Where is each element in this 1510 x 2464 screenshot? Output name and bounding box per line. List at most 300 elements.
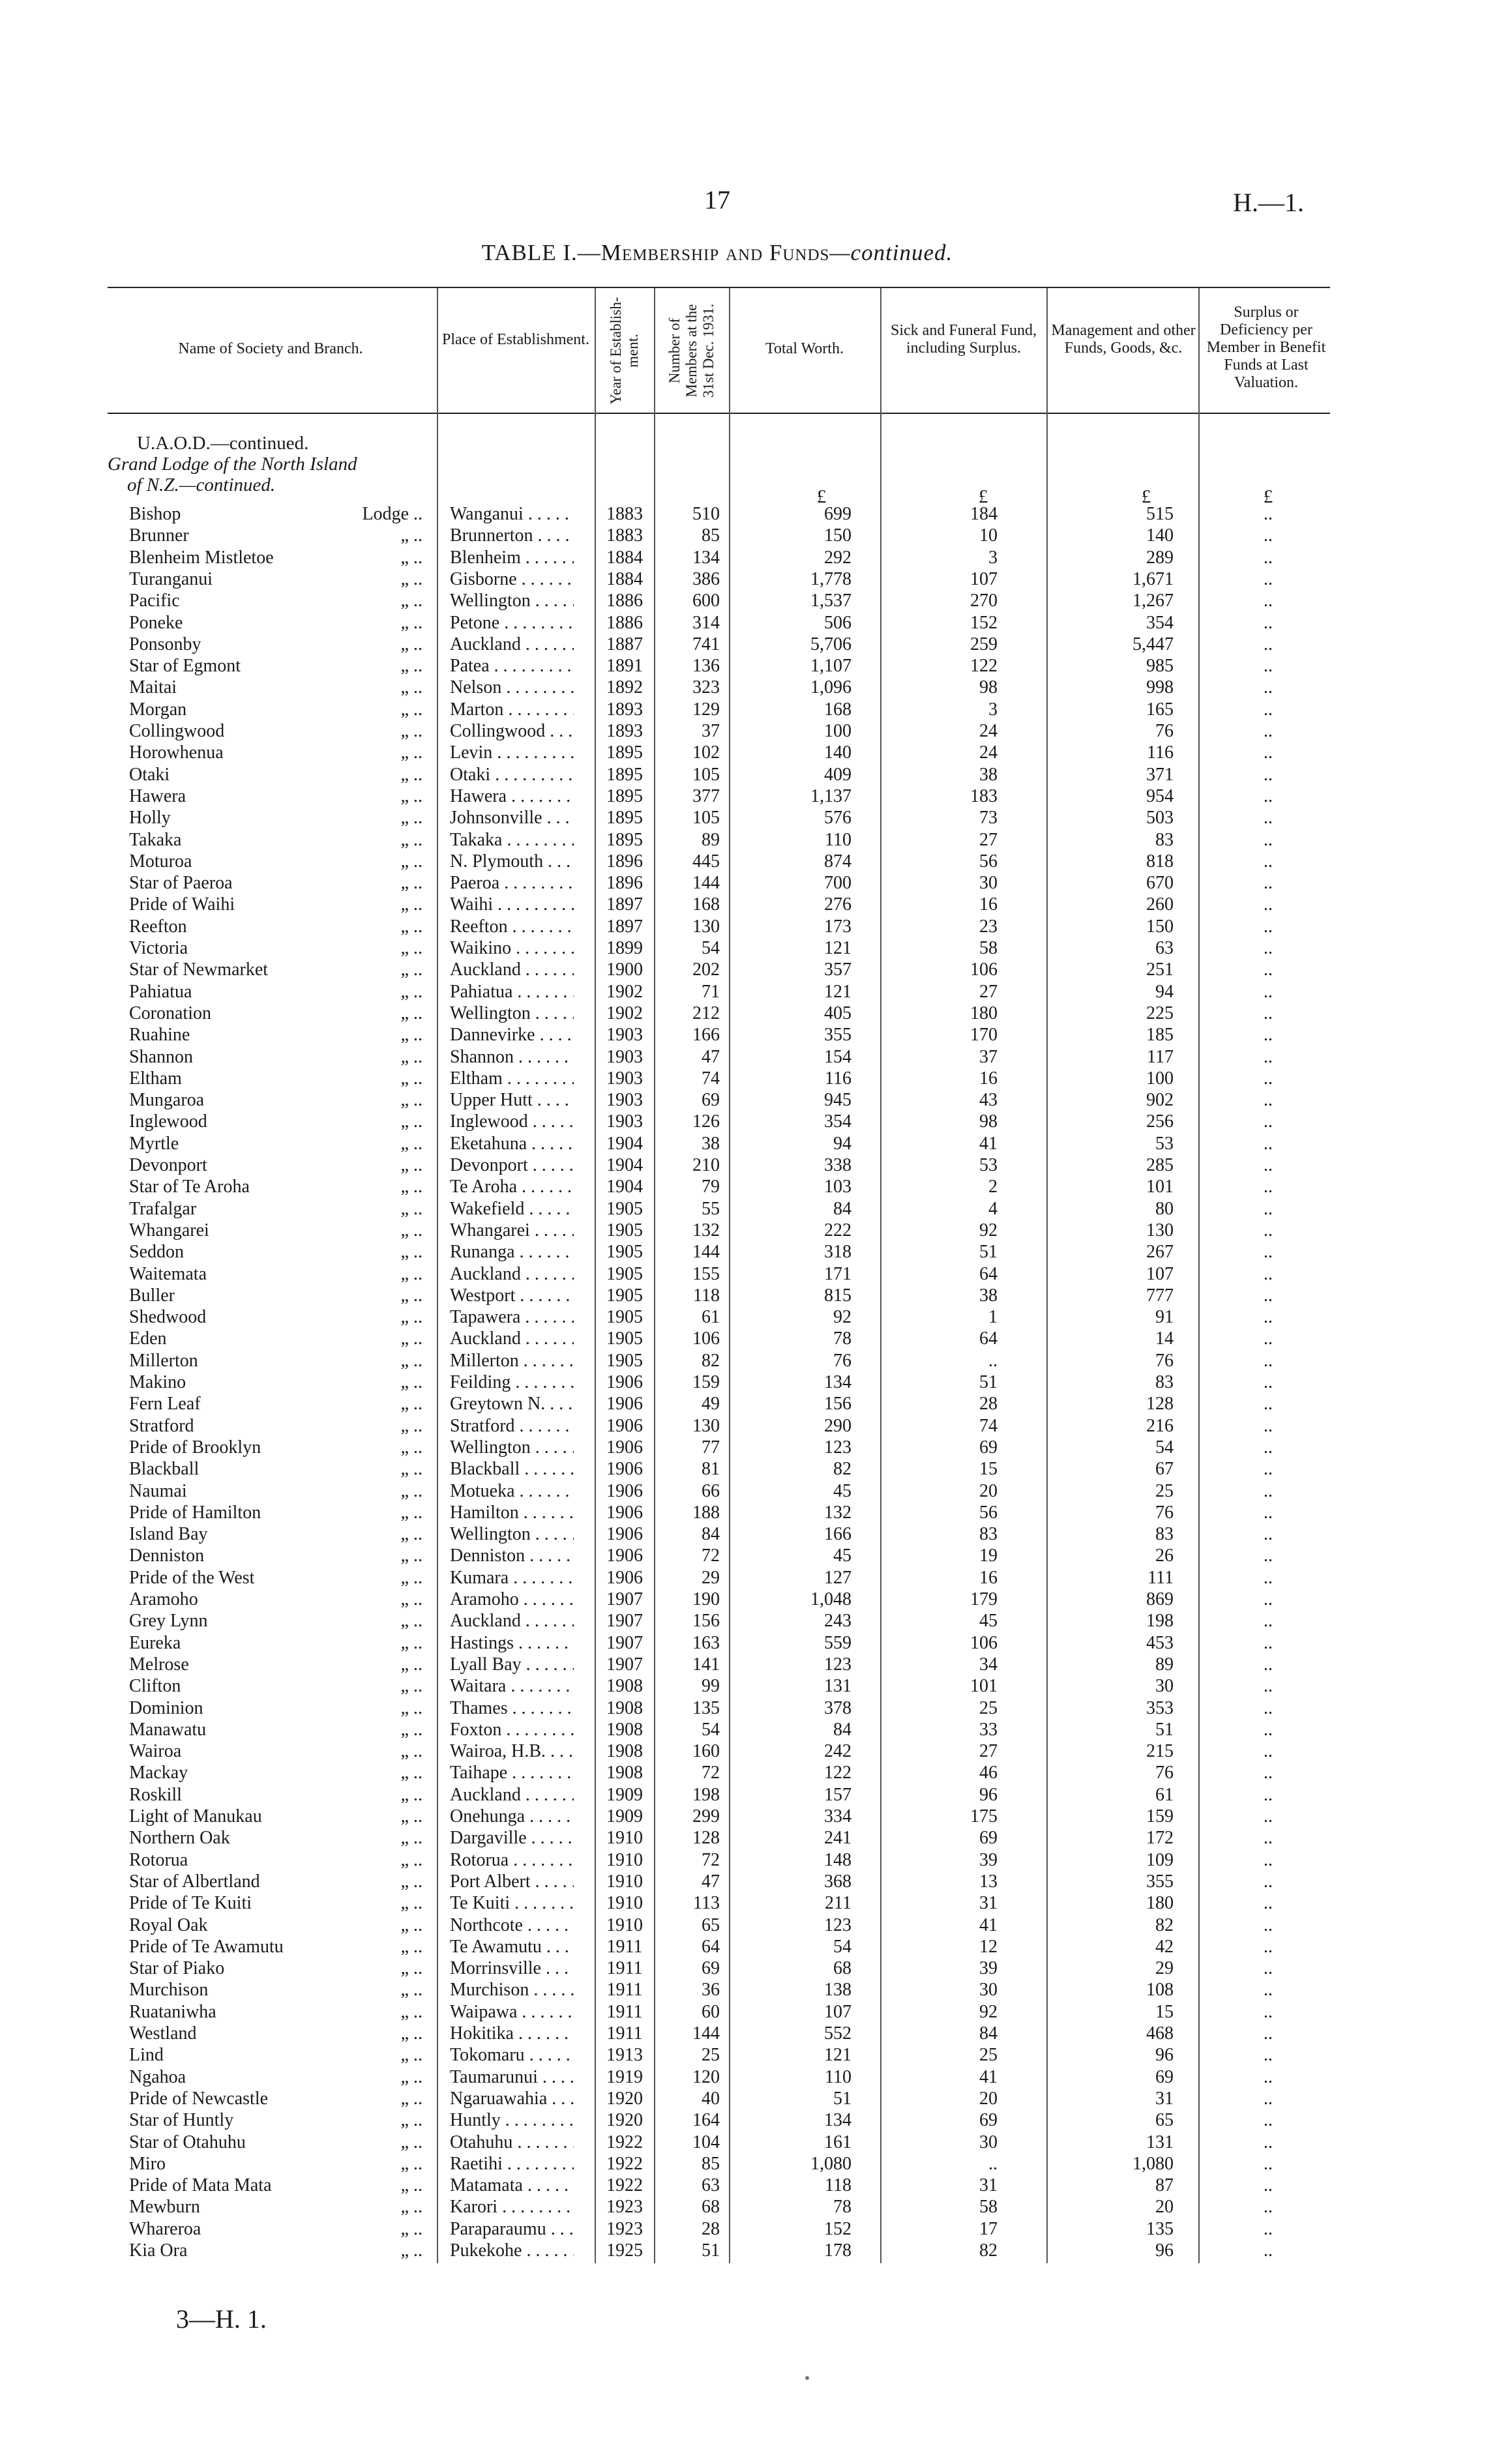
place-of-establishment: Kumara . . . bbox=[450, 1567, 574, 1589]
member-count: 55 bbox=[702, 1198, 720, 1219]
year-established: 1908 bbox=[606, 1741, 643, 1762]
management-funds: 25 bbox=[1155, 1480, 1174, 1501]
member-count: 40 bbox=[702, 2088, 720, 2109]
lodge-ditto: „ .. bbox=[400, 1676, 422, 1697]
management-funds: 29 bbox=[1155, 1958, 1174, 1979]
grand-lodge-line2: of N.Z.—continued. bbox=[127, 475, 276, 495]
total-worth: 700 bbox=[824, 873, 851, 894]
surplus-deficiency: .. bbox=[1264, 721, 1273, 741]
sick-funeral-fund: 17 bbox=[979, 2218, 998, 2239]
sick-funeral-fund: 82 bbox=[979, 2240, 998, 2261]
surplus-deficiency: .. bbox=[1264, 1502, 1273, 1523]
sick-funeral-fund: 41 bbox=[979, 1914, 998, 1935]
branch-name: Takaka bbox=[129, 829, 182, 850]
management-funds: 267 bbox=[1146, 1242, 1174, 1263]
place-of-establishment: Wellington . . . bbox=[450, 590, 574, 611]
management-funds: 76 bbox=[1155, 721, 1174, 741]
place-of-establishment: Raetihi . . . bbox=[450, 2153, 574, 2175]
place-of-establishment: Marton . . . bbox=[450, 699, 574, 720]
sick-funeral-fund: 74 bbox=[979, 1415, 998, 1436]
table-row bbox=[0, 1241, 1510, 1263]
year-established: 1910 bbox=[606, 1914, 643, 1935]
table-row bbox=[0, 1871, 1510, 1892]
management-funds: 89 bbox=[1155, 1654, 1174, 1675]
place-of-establishment: Tapawera . . . bbox=[450, 1306, 574, 1328]
year-established: 1905 bbox=[606, 1350, 643, 1371]
year-established: 1913 bbox=[606, 2045, 643, 2066]
surplus-deficiency: .. bbox=[1264, 2066, 1273, 2087]
place-of-establishment: Stratford . . . bbox=[450, 1415, 574, 1437]
lodge-ditto: „ .. bbox=[400, 1849, 422, 1870]
place-of-establishment: Auckland . . . bbox=[450, 959, 574, 980]
year-established: 1911 bbox=[606, 2001, 643, 2022]
place-of-establishment: Wanganui . . . bbox=[450, 503, 574, 525]
total-worth: 45 bbox=[833, 1480, 851, 1501]
surplus-deficiency: .. bbox=[1264, 1459, 1273, 1480]
management-funds: 83 bbox=[1155, 1524, 1174, 1545]
surplus-deficiency: .. bbox=[1264, 591, 1273, 611]
branch-name: Trafalgar bbox=[129, 1198, 197, 1219]
surplus-deficiency: .. bbox=[1264, 1328, 1273, 1349]
sick-funeral-fund: 20 bbox=[979, 1480, 998, 1501]
member-count: 212 bbox=[692, 1003, 720, 1023]
table-row bbox=[0, 1979, 1510, 2001]
surplus-deficiency: .. bbox=[1264, 2132, 1273, 2152]
lodge-ditto: „ .. bbox=[400, 699, 422, 720]
member-count: 102 bbox=[692, 742, 720, 763]
place-of-establishment: Aramoho . . . bbox=[450, 1589, 574, 1610]
year-established: 1911 bbox=[606, 1980, 643, 2001]
year-established: 1922 bbox=[606, 2132, 643, 2152]
member-count: 510 bbox=[692, 504, 720, 524]
surplus-deficiency: .. bbox=[1264, 808, 1273, 829]
lodge-ditto: „ .. bbox=[400, 1893, 422, 1914]
branch-name: Royal Oak bbox=[129, 1914, 208, 1935]
place-of-establishment: Waihi . . . bbox=[450, 894, 574, 915]
sick-funeral-fund: 33 bbox=[979, 1719, 998, 1740]
total-worth: 815 bbox=[824, 1285, 851, 1306]
sick-funeral-fund: 69 bbox=[979, 1828, 998, 1849]
surplus-deficiency: .. bbox=[1264, 1697, 1273, 1718]
lodge-ditto: „ .. bbox=[400, 1415, 422, 1436]
sick-funeral-fund: 106 bbox=[970, 960, 998, 980]
year-established: 1904 bbox=[606, 1177, 643, 1197]
place-of-establishment: Thames . . . bbox=[450, 1697, 574, 1719]
total-worth: 1,778 bbox=[810, 568, 851, 589]
place-of-establishment: Feilding . . . bbox=[450, 1371, 574, 1393]
branch-name: Roskill bbox=[129, 1784, 182, 1805]
year-established: 1895 bbox=[606, 742, 643, 763]
lodge-ditto: „ .. bbox=[400, 568, 422, 589]
lodge-ditto: „ .. bbox=[400, 1133, 422, 1154]
lodge-ditto: „ .. bbox=[400, 1177, 422, 1197]
table-row bbox=[0, 1567, 1510, 1589]
total-worth: 54 bbox=[833, 1936, 851, 1957]
sick-funeral-fund: 12 bbox=[979, 1936, 998, 1957]
lodge-ditto: „ .. bbox=[400, 1871, 422, 1892]
management-funds: 61 bbox=[1155, 1784, 1174, 1805]
total-worth: 78 bbox=[833, 2197, 851, 2218]
place-of-establishment: Pahiatua . . . bbox=[450, 981, 574, 1003]
management-funds: 353 bbox=[1146, 1697, 1174, 1718]
member-count: 323 bbox=[692, 677, 720, 698]
surplus-deficiency: .. bbox=[1264, 981, 1273, 1002]
year-established: 1886 bbox=[606, 612, 643, 633]
year-established: 1911 bbox=[606, 1936, 643, 1957]
place-of-establishment: Waipawa . . . bbox=[450, 2001, 574, 2023]
management-funds: 69 bbox=[1155, 2066, 1174, 2087]
branch-name: Collingwood bbox=[129, 721, 225, 741]
total-worth: 92 bbox=[833, 1307, 851, 1328]
member-count: 29 bbox=[702, 1567, 720, 1588]
member-count: 69 bbox=[702, 1090, 720, 1111]
surplus-deficiency: .. bbox=[1264, 1394, 1273, 1415]
lodge-ditto: „ .. bbox=[400, 2240, 422, 2261]
branch-name: Star of Otahuhu bbox=[129, 2132, 246, 2152]
surplus-deficiency: .. bbox=[1264, 1480, 1273, 1501]
branch-name: Moturoa bbox=[129, 851, 192, 872]
table-row bbox=[0, 1827, 1510, 1849]
surplus-deficiency: .. bbox=[1264, 1372, 1273, 1392]
year-established: 1897 bbox=[606, 894, 643, 915]
member-count: 60 bbox=[702, 2001, 720, 2022]
management-funds: 87 bbox=[1155, 2175, 1174, 2196]
member-count: 51 bbox=[702, 2240, 720, 2261]
lodge-ditto: „ .. bbox=[400, 1437, 422, 1458]
branch-name: Lind bbox=[129, 2045, 164, 2066]
place-of-establishment: Paeroa . . . bbox=[450, 872, 574, 894]
branch-name: Pride of Newcastle bbox=[129, 2088, 269, 2109]
branch-name: Mungaroa bbox=[129, 1090, 205, 1111]
table-row bbox=[0, 1003, 1510, 1024]
surplus-deficiency: .. bbox=[1264, 2045, 1273, 2066]
surplus-deficiency: .. bbox=[1264, 2197, 1273, 2218]
branch-name: Ngahoa bbox=[129, 2066, 186, 2087]
table-row bbox=[0, 1806, 1510, 1827]
branch-name: Mackay bbox=[129, 1763, 188, 1783]
sick-funeral-fund: 24 bbox=[979, 721, 998, 741]
surplus-deficiency: .. bbox=[1264, 829, 1273, 850]
management-funds: 260 bbox=[1146, 894, 1174, 915]
total-worth: 148 bbox=[824, 1849, 851, 1870]
total-worth: 409 bbox=[824, 764, 851, 785]
member-count: 37 bbox=[702, 721, 720, 741]
member-count: 210 bbox=[692, 1155, 720, 1175]
lodge-ditto: „ .. bbox=[400, 1958, 422, 1979]
member-count: 144 bbox=[692, 2023, 720, 2044]
year-established: 1906 bbox=[606, 1459, 643, 1480]
year-established: 1906 bbox=[606, 1480, 643, 1501]
year-established: 1903 bbox=[606, 1046, 643, 1067]
table-row bbox=[0, 981, 1510, 1003]
lodge-ditto: „ .. bbox=[400, 2132, 422, 2152]
place-of-establishment: Auckland . . . bbox=[450, 1328, 574, 1349]
sick-funeral-fund: 64 bbox=[979, 1328, 998, 1349]
year-established: 1909 bbox=[606, 1784, 643, 1805]
management-funds: 5,447 bbox=[1132, 634, 1174, 654]
surplus-deficiency: .. bbox=[1264, 1177, 1273, 1197]
place-of-establishment: Te Awamutu . . . bbox=[450, 1936, 574, 1958]
sick-funeral-fund: 98 bbox=[979, 1111, 998, 1132]
table-row bbox=[0, 1914, 1510, 1936]
surplus-deficiency: .. bbox=[1264, 1242, 1273, 1263]
management-funds: 128 bbox=[1146, 1394, 1174, 1415]
sick-funeral-fund: 41 bbox=[979, 2066, 998, 2087]
year-established: 1906 bbox=[606, 1394, 643, 1415]
header-year: Year of Establish-ment. bbox=[608, 297, 641, 405]
table-row bbox=[0, 937, 1510, 959]
management-funds: 15 bbox=[1155, 2001, 1174, 2022]
table-row bbox=[0, 1198, 1510, 1220]
surplus-deficiency: .. bbox=[1264, 547, 1273, 568]
lodge-ditto: „ .. bbox=[400, 2218, 422, 2239]
total-worth: 68 bbox=[833, 1958, 851, 1979]
year-established: 1920 bbox=[606, 2088, 643, 2109]
management-funds: 82 bbox=[1155, 1914, 1174, 1935]
table-row bbox=[0, 612, 1510, 634]
grand-lodge-line1: Grand Lodge of the North Island bbox=[108, 454, 357, 475]
place-of-establishment: Brunnerton . . . bbox=[450, 525, 574, 546]
footer-reference: 3—H. 1. bbox=[176, 2304, 267, 2334]
branch-name: Otaki bbox=[129, 764, 170, 785]
surplus-deficiency: .. bbox=[1264, 1090, 1273, 1111]
surplus-deficiency: .. bbox=[1264, 785, 1273, 806]
branch-name: Bishop bbox=[129, 504, 181, 524]
branch-name: Poneke bbox=[129, 612, 183, 633]
total-worth: 506 bbox=[824, 612, 851, 633]
lodge-ditto: „ .. bbox=[400, 785, 422, 806]
total-worth: 131 bbox=[824, 1676, 851, 1697]
branch-name: Morgan bbox=[129, 699, 187, 720]
year-established: 1905 bbox=[606, 1263, 643, 1284]
table-row bbox=[0, 1849, 1510, 1871]
member-count: 82 bbox=[702, 1350, 720, 1371]
sick-funeral-fund: 270 bbox=[970, 591, 998, 611]
page-speck bbox=[805, 2376, 809, 2380]
total-worth: 45 bbox=[833, 1546, 851, 1566]
table-row bbox=[0, 1589, 1510, 1610]
year-established: 1903 bbox=[606, 1111, 643, 1132]
lodge-ditto: „ .. bbox=[400, 2001, 422, 2022]
total-worth: 161 bbox=[824, 2132, 851, 2152]
lodge-ditto: „ .. bbox=[400, 1459, 422, 1480]
table-row bbox=[0, 1719, 1510, 1740]
surplus-deficiency: .. bbox=[1264, 2240, 1273, 2261]
year-established: 1907 bbox=[606, 1632, 643, 1653]
table-row bbox=[0, 1936, 1510, 1958]
management-funds: 96 bbox=[1155, 2240, 1174, 2261]
branch-name: Pride of Brooklyn bbox=[129, 1437, 261, 1458]
total-worth: 116 bbox=[825, 1068, 851, 1089]
surplus-deficiency: .. bbox=[1264, 1285, 1273, 1306]
surplus-deficiency: .. bbox=[1264, 1806, 1273, 1826]
member-count: 163 bbox=[692, 1632, 720, 1653]
branch-name: Horowhenua bbox=[129, 742, 224, 763]
sick-funeral-fund: 10 bbox=[979, 525, 998, 546]
management-funds: 215 bbox=[1146, 1741, 1174, 1762]
place-of-establishment: Devonport . . . bbox=[450, 1154, 574, 1176]
lodge-ditto: „ .. bbox=[400, 634, 422, 654]
total-worth: 76 bbox=[833, 1350, 851, 1371]
surplus-deficiency: .. bbox=[1264, 1958, 1273, 1979]
member-count: 77 bbox=[702, 1437, 720, 1458]
table-row bbox=[0, 2196, 1510, 2218]
surplus-deficiency: .. bbox=[1264, 894, 1273, 915]
lodge-ditto: „ .. bbox=[400, 2045, 422, 2066]
sick-funeral-fund: 69 bbox=[979, 1437, 998, 1458]
year-established: 1887 bbox=[606, 634, 643, 654]
member-count: 25 bbox=[702, 2045, 720, 2066]
place-of-establishment: Runanga . . . bbox=[450, 1241, 574, 1263]
total-worth: 1,048 bbox=[810, 1589, 851, 1609]
sick-funeral-fund: 183 bbox=[970, 785, 998, 806]
member-count: 36 bbox=[702, 1980, 720, 2001]
branch-name: Whangarei bbox=[129, 1220, 209, 1240]
place-of-establishment: Hokitika . . . bbox=[450, 2023, 574, 2044]
table-row bbox=[0, 1393, 1510, 1415]
header-total: Total Worth. bbox=[765, 340, 844, 357]
year-established: 1907 bbox=[606, 1654, 643, 1675]
place-of-establishment: Taihape . . . bbox=[450, 1762, 574, 1783]
place-of-establishment: Gisborne . . . bbox=[450, 568, 574, 590]
branch-name: Star of Paeroa bbox=[129, 873, 233, 894]
year-established: 1883 bbox=[606, 504, 643, 524]
place-of-establishment: Karori . . . bbox=[450, 2196, 574, 2218]
year-established: 1899 bbox=[606, 938, 643, 958]
year-established: 1910 bbox=[606, 1871, 643, 1892]
member-count: 72 bbox=[702, 1849, 720, 1870]
branch-name: Hawera bbox=[129, 785, 186, 806]
management-funds: 515 bbox=[1146, 504, 1174, 524]
member-count: 61 bbox=[702, 1307, 720, 1328]
document-reference: H.—1. bbox=[1233, 188, 1304, 217]
surplus-deficiency: .. bbox=[1264, 1763, 1273, 1783]
management-funds: 53 bbox=[1155, 1133, 1174, 1154]
branch-name: Coronation bbox=[129, 1003, 211, 1023]
place-of-establishment: Johnsonville . . . bbox=[450, 807, 574, 829]
sick-funeral-fund: 84 bbox=[979, 2023, 998, 2044]
management-funds: 225 bbox=[1146, 1003, 1174, 1023]
sick-funeral-fund: .. bbox=[988, 2153, 998, 2174]
place-of-establishment: Whangarei . . . bbox=[450, 1220, 574, 1241]
branch-name: Naumai bbox=[129, 1480, 187, 1501]
management-funds: 1,080 bbox=[1132, 2153, 1174, 2174]
member-count: 99 bbox=[702, 1676, 720, 1697]
sick-funeral-fund: 31 bbox=[979, 1893, 998, 1914]
place-of-establishment: Otahuhu . . . bbox=[450, 2132, 574, 2153]
place-of-establishment: Millerton . . . bbox=[450, 1350, 574, 1371]
sick-funeral-fund: 56 bbox=[979, 1502, 998, 1523]
total-worth: 171 bbox=[824, 1263, 851, 1284]
total-worth: 945 bbox=[824, 1090, 851, 1111]
branch-name: Millerton bbox=[129, 1350, 198, 1371]
lodge-ditto: „ .. bbox=[400, 1025, 422, 1046]
sick-funeral-fund: 38 bbox=[979, 764, 998, 785]
branch-name: Pride of Waihi bbox=[129, 894, 235, 915]
sick-funeral-fund: 53 bbox=[979, 1155, 998, 1175]
year-established: 1920 bbox=[606, 2110, 643, 2131]
year-established: 1919 bbox=[606, 2066, 643, 2087]
table-row bbox=[0, 916, 1510, 937]
grand-lodge-heading bbox=[108, 454, 357, 475]
total-worth: 334 bbox=[824, 1806, 851, 1826]
lodge-ditto: „ .. bbox=[400, 1546, 422, 1566]
year-established: 1906 bbox=[606, 1372, 643, 1392]
sick-funeral-fund: 58 bbox=[979, 2197, 998, 2218]
surplus-deficiency: .. bbox=[1264, 1676, 1273, 1697]
lodge-ditto: „ .. bbox=[400, 1980, 422, 2001]
surplus-deficiency: .. bbox=[1264, 1828, 1273, 1849]
member-count: 64 bbox=[702, 1936, 720, 1957]
total-worth: 168 bbox=[824, 699, 851, 720]
place-of-establishment: Petone . . . bbox=[450, 612, 574, 634]
year-established: 1910 bbox=[606, 1849, 643, 1870]
management-funds: 65 bbox=[1155, 2110, 1174, 2131]
lodge-ditto: „ .. bbox=[400, 808, 422, 829]
member-count: 128 bbox=[692, 1828, 720, 1849]
member-count: 386 bbox=[692, 568, 720, 589]
year-established: 1883 bbox=[606, 525, 643, 546]
lodge-ditto: „ .. bbox=[400, 1328, 422, 1349]
management-funds: 216 bbox=[1146, 1415, 1174, 1436]
branch-name: Star of Egmont bbox=[129, 656, 241, 677]
member-count: 79 bbox=[702, 1177, 720, 1197]
surplus-deficiency: .. bbox=[1264, 1415, 1273, 1436]
place-of-establishment: Motueka . . . bbox=[450, 1480, 574, 1502]
total-worth: 576 bbox=[824, 808, 851, 829]
member-count: 164 bbox=[692, 2110, 720, 2131]
surplus-deficiency: .. bbox=[1264, 2110, 1273, 2131]
surplus-deficiency: .. bbox=[1264, 1936, 1273, 1957]
year-established: 1903 bbox=[606, 1025, 643, 1046]
member-count: 54 bbox=[702, 1719, 720, 1740]
sick-funeral-fund: 46 bbox=[979, 1763, 998, 1783]
lodge-ditto: „ .. bbox=[400, 2175, 422, 2196]
sick-funeral-fund: 39 bbox=[979, 1849, 998, 1870]
surplus-deficiency: .. bbox=[1264, 1111, 1273, 1132]
total-worth: 118 bbox=[825, 2175, 851, 2196]
table-row bbox=[0, 1545, 1510, 1566]
total-worth: 318 bbox=[824, 1242, 851, 1263]
management-funds: 198 bbox=[1146, 1611, 1174, 1632]
member-count: 118 bbox=[693, 1285, 720, 1306]
management-funds: 30 bbox=[1155, 1676, 1174, 1697]
year-established: 1910 bbox=[606, 1893, 643, 1914]
surplus-deficiency: .. bbox=[1264, 1437, 1273, 1458]
place-of-establishment: Hawera . . . bbox=[450, 785, 574, 807]
management-funds: 777 bbox=[1146, 1285, 1174, 1306]
member-count: 314 bbox=[692, 612, 720, 633]
branch-name: Mewburn bbox=[129, 2197, 200, 2218]
total-worth: 134 bbox=[824, 1372, 851, 1392]
surplus-deficiency: .. bbox=[1264, 677, 1273, 698]
sick-funeral-fund: 39 bbox=[979, 1958, 998, 1979]
total-worth: 292 bbox=[824, 547, 851, 568]
management-funds: 453 bbox=[1146, 1632, 1174, 1653]
lodge-ditto: „ .. bbox=[400, 591, 422, 611]
total-worth: 150 bbox=[824, 525, 851, 546]
unit-sick: £ bbox=[978, 486, 988, 507]
total-worth: 357 bbox=[824, 960, 851, 980]
branch-name: Kia Ora bbox=[129, 2240, 188, 2261]
lodge-ditto: „ .. bbox=[400, 981, 422, 1002]
management-funds: 355 bbox=[1146, 1871, 1174, 1892]
year-established: 1905 bbox=[606, 1242, 643, 1263]
management-funds: 165 bbox=[1146, 699, 1174, 720]
member-count: 47 bbox=[702, 1871, 720, 1892]
surplus-deficiency: .. bbox=[1264, 938, 1273, 958]
place-of-establishment: Inglewood . . . bbox=[450, 1111, 574, 1132]
